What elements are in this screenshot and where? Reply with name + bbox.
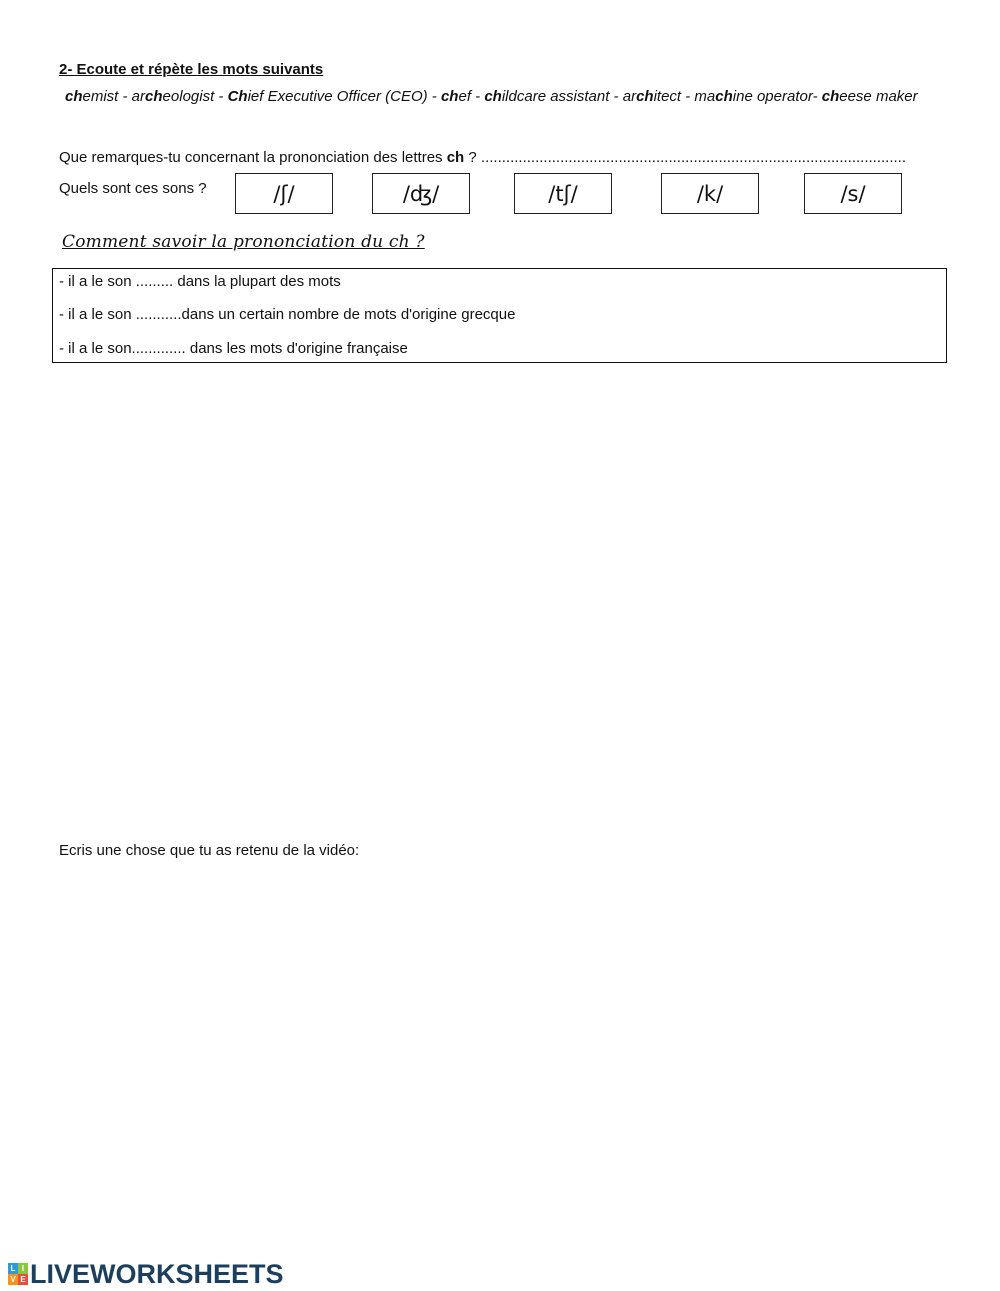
word-fragment: itect - ma bbox=[653, 88, 716, 105]
word-fragment: emist - ar bbox=[82, 88, 146, 105]
word-list bbox=[65, 88, 918, 105]
question-sounds: Quels sont ces sons ? bbox=[59, 180, 207, 197]
word-fragment: ine operator- bbox=[732, 88, 822, 105]
subheading: Comment savoir la prononciation du ch ? bbox=[62, 232, 425, 252]
rule-line-3: - il a le son............. dans les mots d'origine française bbox=[59, 340, 408, 357]
word-fragment: ief Executive Officer (CEO) - bbox=[247, 88, 441, 105]
sound-box-sh[interactable]: /ʃ/ bbox=[235, 173, 333, 214]
word-ch-highlight: ch bbox=[65, 88, 83, 105]
answer-blank: ? ...................................................................................................... bbox=[464, 149, 906, 166]
logo-text: LIVEWORKSHEETS bbox=[30, 1258, 284, 1289]
word-fragment: ildcare assistant - ar bbox=[501, 88, 637, 105]
free-response-prompt: Ecris une chose que tu as retenu de la vidéo: bbox=[59, 842, 360, 859]
sound-box-tsh[interactable]: /tʃ/ bbox=[514, 173, 612, 214]
word-ch-highlight: ch bbox=[821, 88, 840, 105]
logo-letter: I bbox=[18, 1263, 28, 1274]
question-remark bbox=[59, 149, 906, 166]
question-remark-text: Que remarques-tu concernant la prononciation des lettres bbox=[59, 149, 447, 166]
word-ch-highlight: ch bbox=[636, 88, 654, 105]
logo-letter: L bbox=[8, 1263, 18, 1274]
sound-box-s[interactable]: /s/ bbox=[804, 173, 902, 214]
word-ch-highlight: ch bbox=[484, 88, 502, 105]
rule-line-1: - il a le son ......... dans la plupart des mots bbox=[59, 273, 341, 290]
question-remark-ch: ch bbox=[446, 149, 465, 166]
sound-box-k[interactable]: /k/ bbox=[661, 173, 759, 214]
liveworksheets-logo bbox=[8, 1259, 284, 1289]
word-ch-highlight: Ch bbox=[227, 88, 248, 105]
section-heading: 2- Ecoute et répète les mots suivants bbox=[59, 61, 324, 78]
word-fragment: eologist - bbox=[162, 88, 228, 105]
logo-badge-icon bbox=[8, 1263, 28, 1285]
rules-box bbox=[52, 268, 947, 363]
logo-letter: V bbox=[8, 1274, 18, 1285]
word-fragment: ef - bbox=[458, 88, 485, 105]
word-ch-highlight: ch bbox=[440, 88, 459, 105]
word-fragment: eese maker bbox=[839, 88, 918, 105]
rule-line-2: - il a le son ...........dans un certain nombre de mots d'origine grecque bbox=[59, 306, 516, 323]
word-ch-highlight: ch bbox=[715, 88, 733, 105]
sound-box-dj[interactable]: /ʤ/ bbox=[372, 173, 470, 214]
word-ch-highlight: ch bbox=[145, 88, 163, 105]
logo-letter: E bbox=[18, 1274, 28, 1285]
